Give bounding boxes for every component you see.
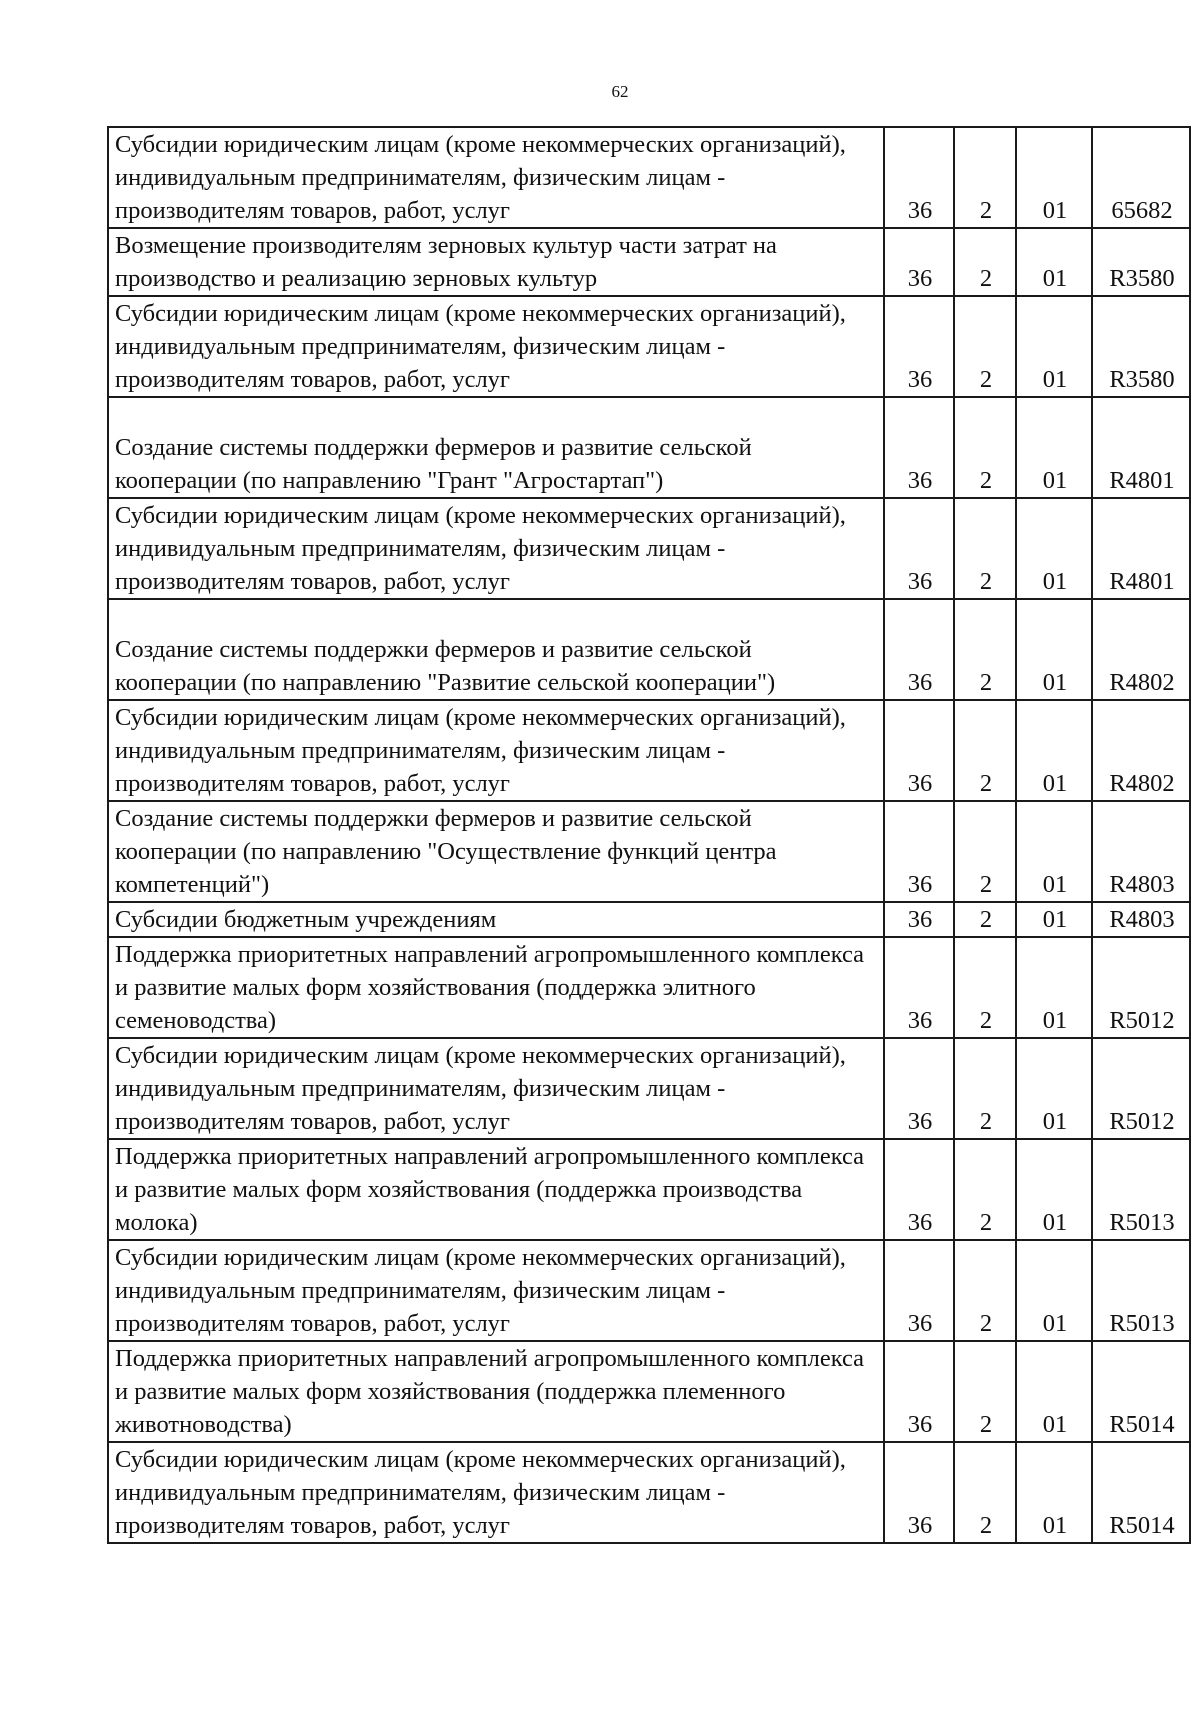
row-name-cell: Создание системы поддержки фермеров и развитие сельской кооперации (по направлению "Осуществление функций центра компетенций"): [108, 801, 884, 902]
table-row: [108, 801, 1190, 902]
row-direction-code-cell: R5012: [1092, 1038, 1190, 1139]
row-code-2-cell: 2: [954, 937, 1016, 1038]
row-name-cell: Субсидии юридическим лицам (кроме некоммерческих организаций), индивидуальным предпринимателям, физическим лицам - производителям товаров, работ, услуг: [108, 127, 884, 228]
row-code-3-cell: 01: [1016, 296, 1092, 397]
row-code-2-cell: 2: [954, 1341, 1016, 1442]
row-code-2-cell: 2: [954, 1139, 1016, 1240]
table-row: [108, 1442, 1190, 1543]
row-code-2-cell: 2: [954, 498, 1016, 599]
row-code-1-cell: 36: [884, 296, 954, 397]
row-name-cell: Субсидии юридическим лицам (кроме некоммерческих организаций), индивидуальным предпринимателям, физическим лицам - производителям товаров, работ, услуг: [108, 498, 884, 599]
row-name-cell: Создание системы поддержки фермеров и развитие сельской кооперации (по направлению "Грант "Агростартап"): [108, 397, 884, 498]
row-code-3-cell: 01: [1016, 599, 1092, 700]
row-code-1-cell: 36: [884, 1038, 954, 1139]
table-row: [108, 599, 1190, 700]
row-code-1-cell: 36: [884, 228, 954, 296]
row-code-2-cell: 2: [954, 700, 1016, 801]
row-direction-code-cell: R5014: [1092, 1442, 1190, 1543]
row-code-2-cell: 2: [954, 127, 1016, 228]
row-code-1-cell: 36: [884, 801, 954, 902]
row-code-1-cell: 36: [884, 599, 954, 700]
row-code-1-cell: 36: [884, 1442, 954, 1543]
row-code-3-cell: 01: [1016, 1139, 1092, 1240]
row-name-cell: Субсидии юридическим лицам (кроме некоммерческих организаций), индивидуальным предпринимателям, физическим лицам - производителям товаров, работ, услуг: [108, 700, 884, 801]
row-direction-code-cell: R5012: [1092, 937, 1190, 1038]
row-code-1-cell: 36: [884, 700, 954, 801]
row-direction-code-cell: R3580: [1092, 296, 1190, 397]
row-direction-code-cell: 65682: [1092, 127, 1190, 228]
row-name-cell: Субсидии юридическим лицам (кроме некоммерческих организаций), индивидуальным предпринимателям, физическим лицам - производителям товаров, работ, услуг: [108, 1240, 884, 1341]
table-row: [108, 902, 1190, 937]
row-name-cell: Субсидии юридическим лицам (кроме некоммерческих организаций), индивидуальным предпринимателям, физическим лицам - производителям товаров, работ, услуг: [108, 1442, 884, 1543]
row-name-cell: Возмещение производителям зерновых культур части затрат на производство и реализацию зерновых культур: [108, 228, 884, 296]
row-code-2-cell: 2: [954, 1240, 1016, 1341]
row-direction-code-cell: R4803: [1092, 902, 1190, 937]
table-row: [108, 1038, 1190, 1139]
row-direction-code-cell: R4802: [1092, 700, 1190, 801]
row-code-3-cell: 01: [1016, 228, 1092, 296]
table-row: [108, 498, 1190, 599]
row-code-2-cell: 2: [954, 801, 1016, 902]
row-direction-code-cell: R4801: [1092, 498, 1190, 599]
row-code-3-cell: 01: [1016, 498, 1092, 599]
row-code-2-cell: 2: [954, 1442, 1016, 1543]
table-row: [108, 1240, 1190, 1341]
row-code-1-cell: 36: [884, 902, 954, 937]
table-row: [108, 937, 1190, 1038]
row-code-2-cell: 2: [954, 296, 1016, 397]
row-direction-code-cell: R5013: [1092, 1240, 1190, 1341]
row-code-1-cell: 36: [884, 1240, 954, 1341]
row-code-3-cell: 01: [1016, 1442, 1092, 1543]
row-direction-code-cell: R4802: [1092, 599, 1190, 700]
table-row: [108, 228, 1190, 296]
row-code-1-cell: 36: [884, 498, 954, 599]
row-code-2-cell: 2: [954, 599, 1016, 700]
table-row: [108, 127, 1190, 228]
row-name-cell: Создание системы поддержки фермеров и развитие сельской кооперации (по направлению "Развитие сельской кооперации"): [108, 599, 884, 700]
row-code-3-cell: 01: [1016, 937, 1092, 1038]
row-name-cell: Субсидии бюджетным учреждениям: [108, 902, 884, 937]
table-row: [108, 700, 1190, 801]
row-direction-code-cell: R5013: [1092, 1139, 1190, 1240]
row-code-3-cell: 01: [1016, 397, 1092, 498]
row-code-3-cell: 01: [1016, 1240, 1092, 1341]
row-code-3-cell: 01: [1016, 1341, 1092, 1442]
row-code-3-cell: 01: [1016, 127, 1092, 228]
row-direction-code-cell: R5014: [1092, 1341, 1190, 1442]
row-direction-code-cell: R4803: [1092, 801, 1190, 902]
row-name-cell: Поддержка приоритетных направлений агропромышленного комплекса и развитие малых форм хозяйствования (поддержка племенного животноводства): [108, 1341, 884, 1442]
row-name-cell: Поддержка приоритетных направлений агропромышленного комплекса и развитие малых форм хозяйствования (поддержка производства молока): [108, 1139, 884, 1240]
row-name-cell: Поддержка приоритетных направлений агропромышленного комплекса и развитие малых форм хозяйствования (поддержка элитного семеноводства): [108, 937, 884, 1038]
row-code-1-cell: 36: [884, 397, 954, 498]
row-code-3-cell: 01: [1016, 700, 1092, 801]
table-row: [108, 1139, 1190, 1240]
row-code-3-cell: 01: [1016, 801, 1092, 902]
row-code-3-cell: 01: [1016, 902, 1092, 937]
table-row: [108, 1341, 1190, 1442]
row-name-cell: Субсидии юридическим лицам (кроме некоммерческих организаций), индивидуальным предпринимателям, физическим лицам - производителям товаров, работ, услуг: [108, 1038, 884, 1139]
table-row: [108, 397, 1190, 498]
row-name-cell: Субсидии юридическим лицам (кроме некоммерческих организаций), индивидуальным предпринимателям, физическим лицам - производителям товаров, работ, услуг: [108, 296, 884, 397]
row-code-1-cell: 36: [884, 937, 954, 1038]
row-code-1-cell: 36: [884, 1341, 954, 1442]
row-code-3-cell: 01: [1016, 1038, 1092, 1139]
page-number: 62: [611, 82, 629, 101]
row-direction-code-cell: R3580: [1092, 228, 1190, 296]
row-direction-code-cell: R4801: [1092, 397, 1190, 498]
row-code-1-cell: 36: [884, 127, 954, 228]
row-code-1-cell: 36: [884, 1139, 954, 1240]
row-code-2-cell: 2: [954, 902, 1016, 937]
row-code-2-cell: 2: [954, 228, 1016, 296]
row-code-2-cell: 2: [954, 1038, 1016, 1139]
budget-classification-table: [107, 126, 1191, 1544]
table-row: [108, 296, 1190, 397]
row-code-2-cell: 2: [954, 397, 1016, 498]
